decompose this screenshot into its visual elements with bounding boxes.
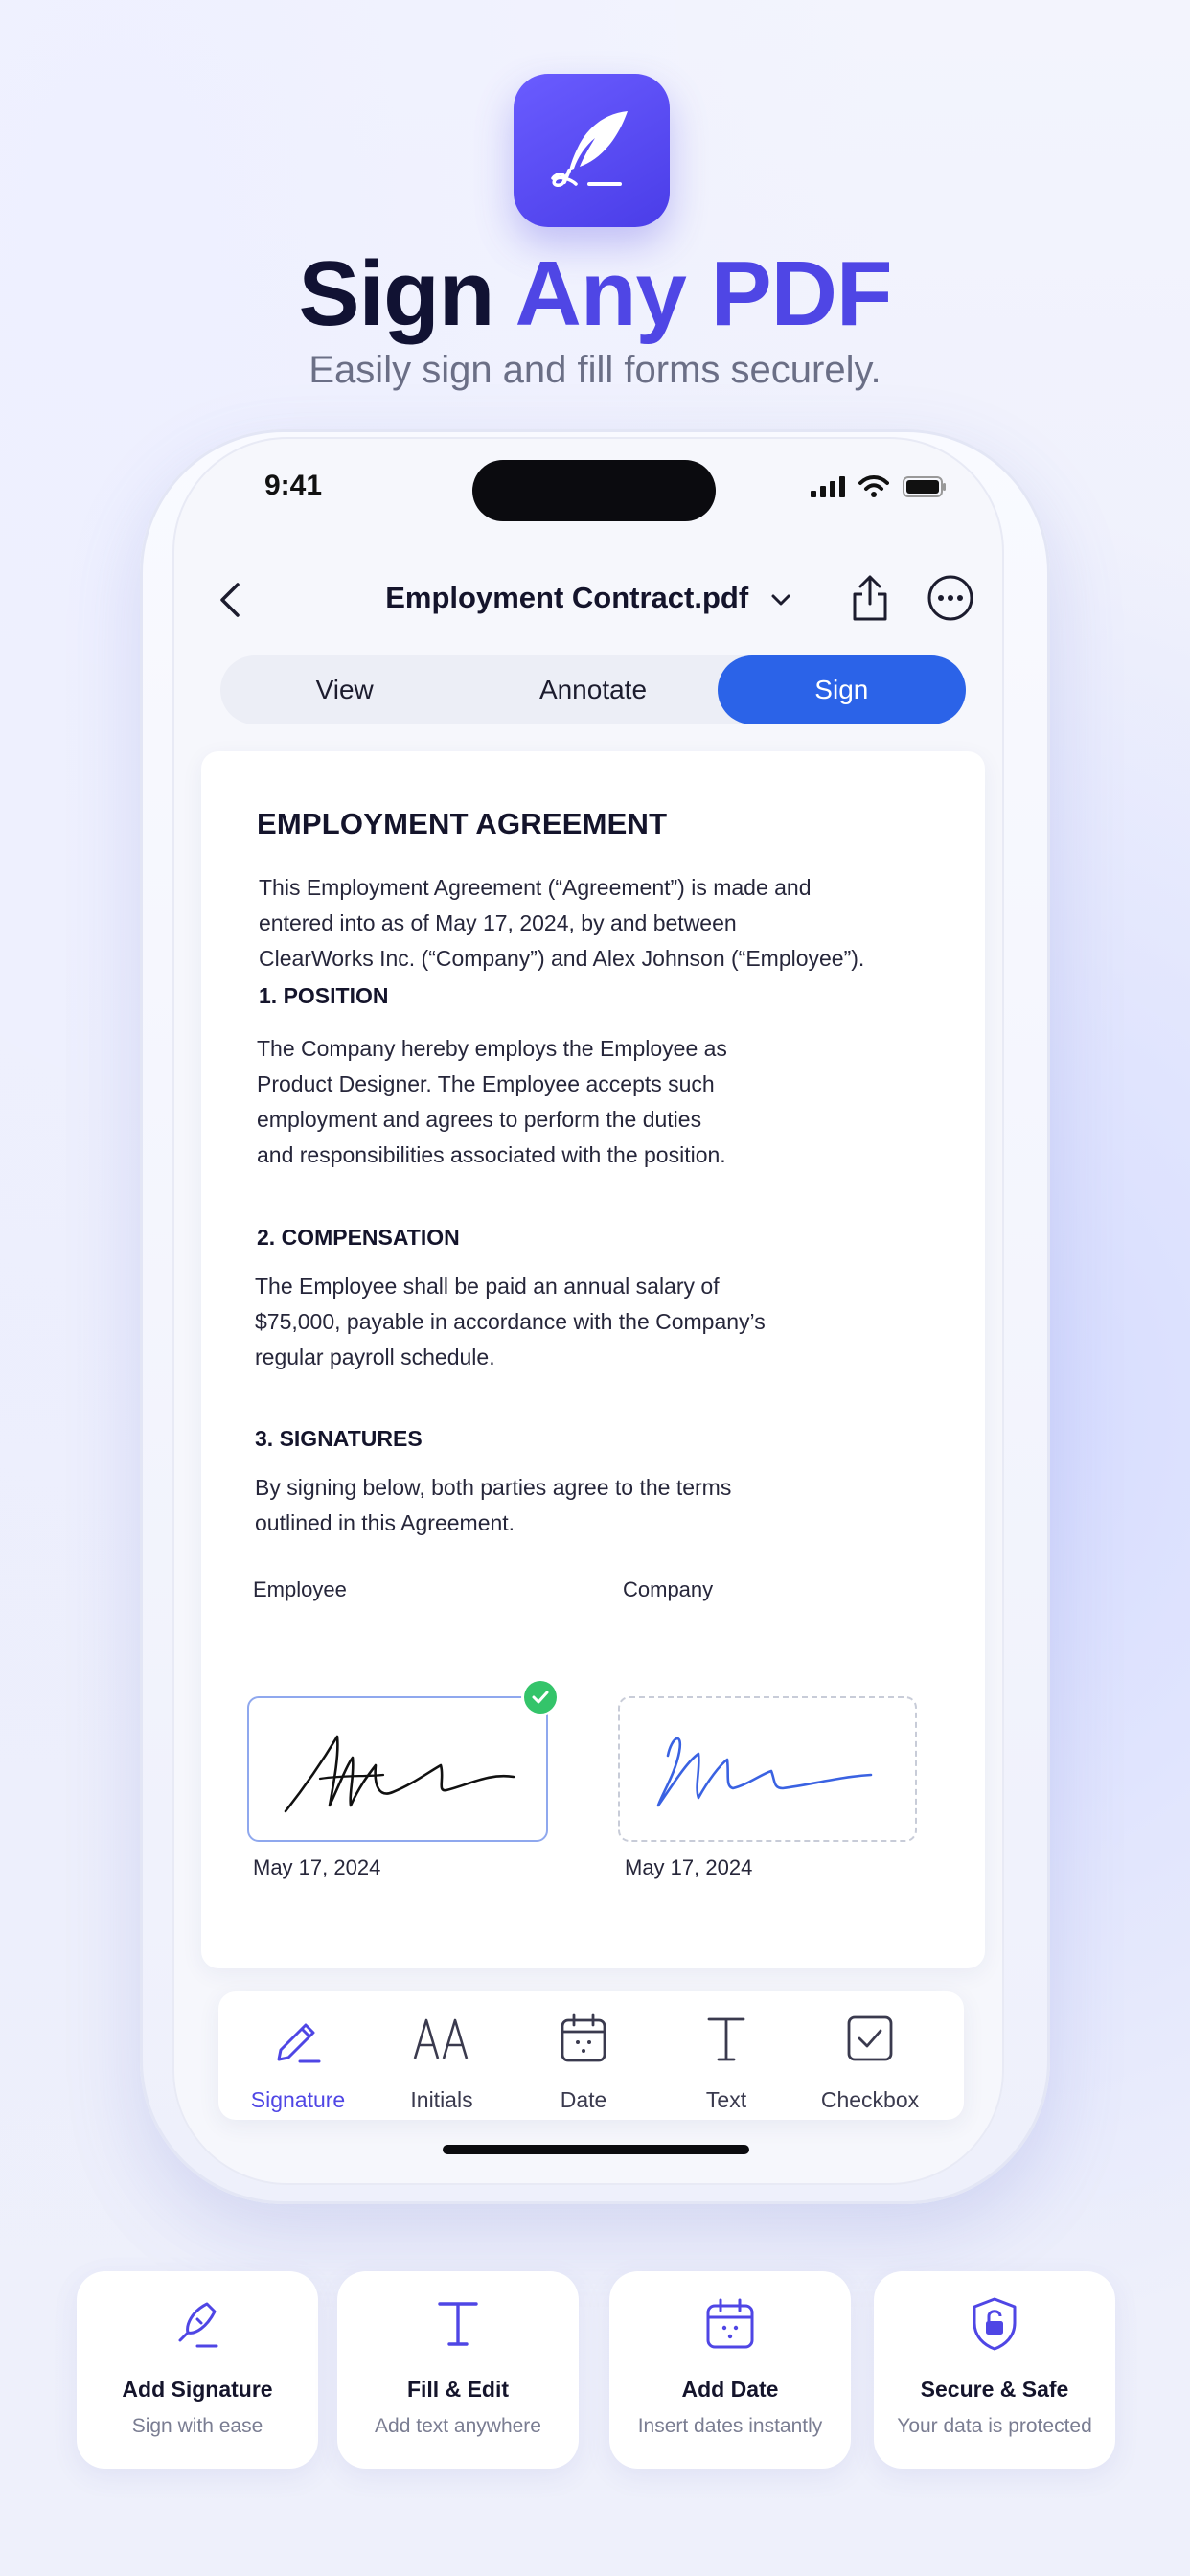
headline-accent: Any PDF	[515, 242, 892, 345]
feature-title: Add Signature	[122, 2377, 273, 2402]
document-title: Employment Contract.pdf	[385, 581, 749, 614]
feature-card-fill-edit	[337, 2271, 579, 2469]
calendar-icon	[704, 2297, 756, 2351]
document-heading: EMPLOYMENT AGREEMENT	[257, 807, 668, 840]
text-line: By signing below, both parties agree to the terms	[255, 1475, 732, 1500]
tool-initials[interactable]	[370, 2009, 514, 2113]
pen-icon	[172, 2298, 222, 2350]
tool-date[interactable]	[512, 2009, 655, 2113]
home-indicator	[443, 2145, 749, 2154]
section-heading-compensation: 2. COMPENSATION	[257, 1225, 460, 1250]
text-line: The Employee shall be paid an annual salary of	[255, 1274, 720, 1299]
tool-checkbox[interactable]	[798, 2009, 942, 2113]
subline: Easily sign and fill forms securely.	[309, 349, 881, 391]
feature-subtitle: Add text anywhere	[375, 2415, 541, 2437]
headline	[0, 242, 1190, 347]
pen-icon	[271, 2012, 325, 2065]
text-line: This Employment Agreement (“Agreement”) is made and	[259, 875, 812, 900]
text-line: Product Designer. The Employee accepts such	[257, 1071, 715, 1096]
text-icon	[705, 2013, 747, 2063]
employee-date: May 17, 2024	[253, 1855, 381, 1879]
tab-sign[interactable]: Sign	[718, 656, 966, 724]
tool-label: Text	[705, 2087, 747, 2112]
tool-label: Signature	[250, 2087, 346, 2112]
tool-text[interactable]	[654, 2009, 798, 2113]
text-line: employment and agrees to perform the duties	[257, 1107, 702, 1132]
text-line: ClearWorks Inc. (“Company”) and Alex Johnson (“Employee”).	[259, 946, 865, 971]
text-line: regular payroll schedule.	[255, 1345, 495, 1369]
feature-subtitle: Your data is protected	[897, 2415, 1092, 2437]
toolbar-wrapper	[172, 437, 1004, 2185]
headline-part1: Sign	[298, 242, 515, 345]
tool-label: Checkbox	[820, 2087, 920, 2112]
quill-pen-icon	[539, 98, 645, 203]
text-line: $75,000, payable in accordance with the Company’s	[255, 1309, 766, 1334]
calendar-icon	[559, 2012, 608, 2064]
initials-icon	[413, 2014, 470, 2062]
feature-subtitle: Insert dates instantly	[637, 2415, 823, 2437]
checkbox-icon	[846, 2014, 894, 2062]
employee-label: Employee	[253, 1577, 347, 1601]
text-line: and responsibilities associated with the position.	[257, 1142, 726, 1167]
feature-title: Secure & Safe	[920, 2377, 1069, 2402]
feature-subtitle: Sign with ease	[131, 2415, 263, 2437]
tab-view[interactable]: View	[315, 675, 374, 704]
feature-title: Add Date	[681, 2377, 779, 2402]
text-icon	[436, 2298, 480, 2350]
tool-label: Date	[560, 2087, 607, 2112]
app-icon	[514, 74, 670, 227]
company-label: Company	[623, 1577, 714, 1601]
text-line: entered into as of May 17, 2024, by and between	[259, 910, 737, 935]
status-time: 9:41	[264, 470, 323, 501]
feature-title: Fill & Edit	[406, 2377, 510, 2402]
tool-label: Initials	[410, 2087, 473, 2112]
feature-card-add-signature	[77, 2271, 318, 2469]
shield-lock-icon	[970, 2296, 1019, 2352]
signing-toolbar	[218, 1991, 964, 2120]
feature-card-secure-safe	[874, 2271, 1115, 2469]
text-line: outlined in this Agreement.	[255, 1510, 515, 1535]
company-date: May 17, 2024	[625, 1855, 753, 1879]
tab-annotate[interactable]: Annotate	[538, 675, 648, 704]
section-heading-position: 1. POSITION	[259, 983, 389, 1008]
section-heading-signatures: 3. SIGNATURES	[255, 1426, 423, 1451]
text-line: The Company hereby employs the Employee as	[257, 1036, 727, 1061]
feature-card-add-date	[609, 2271, 851, 2469]
tool-signature[interactable]	[226, 2009, 370, 2113]
